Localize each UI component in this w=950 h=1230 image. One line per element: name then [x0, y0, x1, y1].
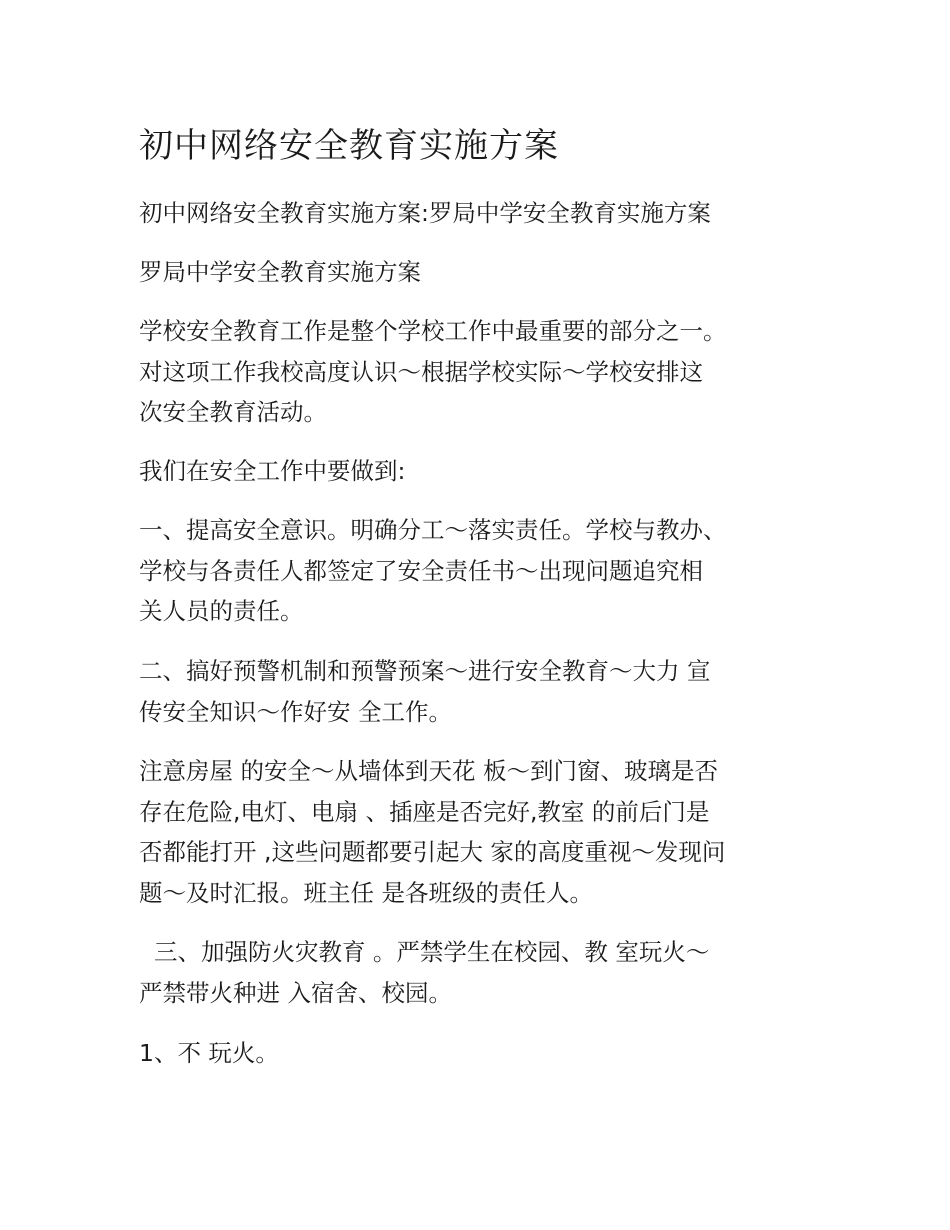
text-line: 学校安全教育工作是整个学校工作中最重要的部分之一。 — [139, 317, 727, 345]
text-line: 初中网络安全教育实施方案:罗局中学安全教育实施方案 — [139, 199, 711, 227]
paragraph-lead — [139, 451, 819, 492]
text-line: 注意房屋 的安全～从墙体到天花 板～到门窗、玻璃是否 — [139, 757, 718, 785]
text-line: 次安全教育活动。 — [139, 398, 327, 426]
text-line: 二、搞好预警机制和预警预案～进行安全教育～大力 宣 — [139, 657, 711, 685]
text-line: 罗局中学安全教育实施方案 — [139, 258, 421, 286]
paragraph-intro — [139, 311, 819, 433]
text-line: 我们在安全工作中要做到: — [139, 457, 406, 485]
paragraph-building-safety — [139, 751, 819, 913]
text-line: 否都能打开 ,这些问题都要引起大 家的高度重视～发现问 — [139, 838, 726, 866]
paragraph-subtitle — [139, 193, 819, 234]
paragraph-subitem-one — [139, 1033, 819, 1074]
paragraph-item-one — [139, 510, 819, 632]
document-title: 初中网络安全教育实施方案 — [139, 126, 559, 166]
text-line: 学校与各责任人都签定了安全责任书～出现问题追究相 — [139, 556, 703, 585]
text-line: 题～及时汇报。班主任 是各班级的责任人。 — [139, 878, 593, 907]
text-line: 传安全知识～作好安 全工作。 — [139, 697, 452, 726]
paragraph-item-three — [139, 932, 819, 1013]
paragraph-heading — [139, 252, 819, 293]
text-line: 严禁带火种进 入宿舍、校园。 — [139, 978, 452, 1007]
text-line: 1、不 玩火。 — [139, 1039, 279, 1067]
text-line: 关人员的责任。 — [139, 597, 304, 625]
paragraph-item-two — [139, 651, 819, 732]
text-line: 对这项工作我校高度认识～根据学校实际～学校安排这 — [139, 357, 703, 386]
text-line: 三、加强防火灾教育 。严禁学生在校园、教 室玩火～ — [139, 938, 710, 966]
text-line: 存在危险,电灯、电扇 、插座是否完好,教室 的前后门是 — [139, 797, 710, 826]
text-line: 一、提高安全意识。明确分工～落实责任。学校与教办、 — [139, 516, 727, 544]
